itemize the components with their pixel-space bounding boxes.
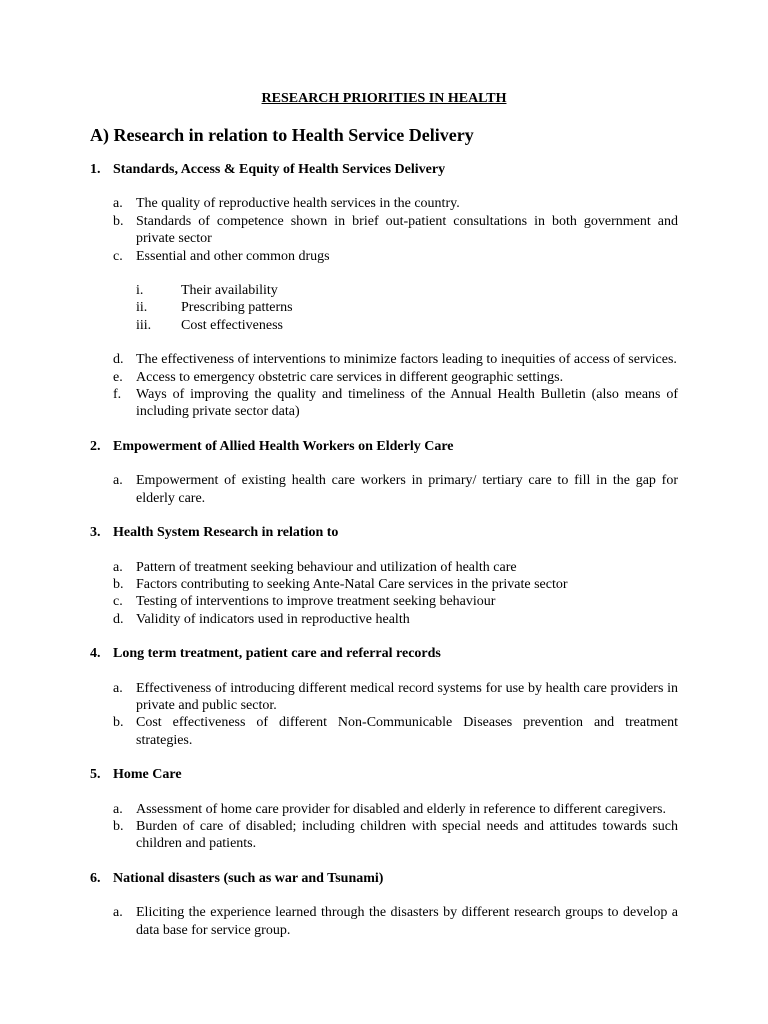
item-label: c. — [113, 248, 123, 264]
item-label: a. — [113, 905, 123, 921]
item-label: b. — [113, 576, 124, 592]
sub-item-label: ii. — [136, 300, 148, 316]
sub-list — [136, 282, 678, 334]
list-item — [113, 195, 678, 212]
topic-number: 5. — [90, 767, 101, 783]
topic-heading — [90, 161, 678, 178]
topic-number: 3. — [90, 525, 101, 541]
item-text: Eliciting the experience learned through the disasters by different research groups to develop a data base for service group. — [136, 905, 678, 938]
topic-number: 6. — [90, 870, 101, 886]
item-label: a. — [113, 559, 123, 575]
topic-items — [90, 472, 678, 507]
item-text: Assessment of home care provider for disabled and elderly in reference to different caregivers. — [136, 801, 666, 817]
item-text: Factors contributing to seeking Ante-Natal Care services in the private sector — [136, 576, 568, 592]
list-item — [113, 386, 678, 421]
item-label: d. — [113, 352, 124, 368]
list-item — [113, 576, 678, 593]
item-text: Pattern of treatment seeking behaviour and utilization of health care — [136, 559, 517, 575]
list-item — [113, 369, 678, 386]
list-item — [113, 248, 678, 265]
list-item — [113, 818, 678, 853]
item-label: b. — [113, 818, 124, 834]
topic-heading — [90, 645, 678, 662]
topic-number: 1. — [90, 162, 101, 177]
list-item — [113, 593, 678, 610]
item-label: b. — [113, 715, 124, 731]
topic-items — [90, 559, 678, 629]
item-label: d. — [113, 611, 124, 627]
item-label: e. — [113, 369, 123, 385]
item-text: Access to emergency obstetric care services in different geographic settings. — [136, 369, 564, 385]
item-text: The quality of reproductive health services in the country. — [136, 196, 460, 212]
list-item — [113, 904, 678, 939]
item-label: a. — [113, 196, 123, 212]
topic-title: Empowerment of Allied Health Workers on Elderly Care — [113, 438, 454, 454]
item-label: a. — [113, 680, 123, 696]
sub-list-item — [136, 282, 678, 299]
list-item — [113, 611, 678, 628]
topic-title: Home Care — [113, 767, 182, 783]
list-item — [113, 680, 678, 715]
item-text: Cost effectiveness of different Non-Communicable Diseases prevention and treatment strategies. — [136, 715, 678, 748]
section-heading: A) Research in relation to Health Service Delivery — [90, 125, 474, 145]
topic-title: Health System Research in relation to — [113, 525, 339, 541]
topic-number: 4. — [90, 646, 101, 662]
sub-list-item — [136, 317, 678, 334]
document-body — [90, 161, 678, 939]
topic-items — [90, 680, 678, 750]
list-item — [113, 351, 678, 368]
sub-item-label: i. — [136, 283, 144, 299]
item-text: Essential and other common drugs — [136, 248, 330, 264]
sub-item-label: iii. — [136, 317, 152, 333]
item-label: b. — [113, 213, 124, 229]
topic-heading — [90, 438, 678, 455]
sub-item-text: Cost effectiveness — [181, 317, 283, 333]
list-item — [113, 801, 678, 818]
topic-items — [90, 195, 678, 420]
item-text: Empowerment of existing health care workers in primary/ tertiary care to fill in the gap for elderly care. — [136, 473, 678, 506]
item-text: Burden of care of disabled; including children with special needs and attitudes towards such children and patients. — [136, 818, 678, 852]
sub-list-item — [136, 299, 678, 316]
sub-item-text: Their availability — [181, 283, 278, 299]
page-title — [0, 90, 768, 107]
list-item — [113, 559, 678, 576]
item-text: The effectiveness of interventions to minimize factors leading to inequities of access of services. — [136, 352, 677, 368]
topic-heading — [90, 524, 678, 541]
topic-title: Standards, Access & Equity of Health Services Delivery — [113, 162, 446, 177]
item-label: f. — [113, 387, 122, 403]
topic-title: National disasters (such as war and Tsunami) — [113, 870, 384, 886]
sub-item-text: Prescribing patterns — [181, 300, 293, 316]
topic-number: 2. — [90, 438, 101, 454]
page-title-text: RESEARCH PRIORITIES IN HEALTH — [261, 91, 507, 106]
topic-title: Long term treatment, patient care and referral records — [113, 646, 441, 662]
topic-items — [90, 801, 678, 853]
item-label: c. — [113, 594, 123, 610]
list-item — [113, 714, 678, 749]
list-item — [113, 472, 678, 507]
topic-heading — [90, 870, 678, 887]
item-text: Effectiveness of introducing different medical record systems for use by health care providers in private and public sector. — [136, 680, 678, 713]
topic-items — [90, 904, 678, 939]
topic-heading — [90, 766, 678, 783]
item-text: Standards of competence shown in brief out-patient consultations in both government and private sector — [136, 213, 678, 247]
item-text: Testing of interventions to improve treatment seeking behaviour — [136, 594, 496, 610]
item-text: Validity of indicators used in reproductive health — [136, 611, 410, 627]
item-label: a. — [113, 801, 123, 817]
item-label: a. — [113, 473, 123, 489]
item-text: Ways of improving the quality and timeliness of the Annual Health Bulletin (also means of including private sector data) — [136, 387, 678, 420]
list-item — [113, 213, 678, 248]
